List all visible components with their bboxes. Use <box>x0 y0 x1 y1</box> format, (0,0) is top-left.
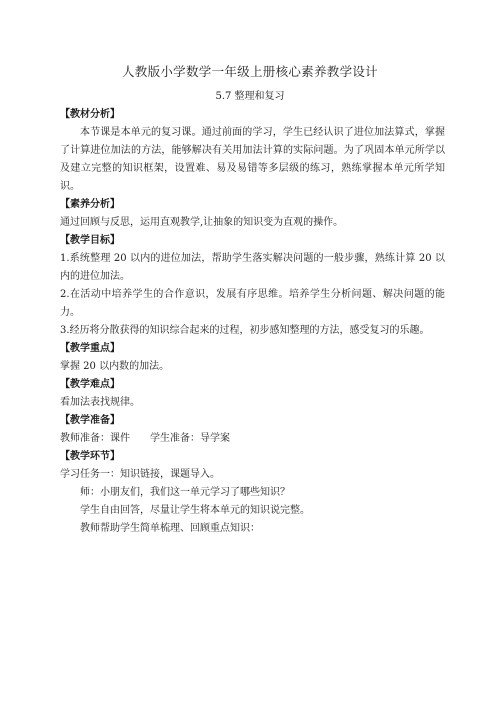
preparation-line <box>60 430 445 448</box>
document-title: 人教版小学数学一年级上册核心素养教学设计 <box>121 64 378 79</box>
teacher-preparation: 教师准备：课件 <box>60 433 130 444</box>
section-heading-process: 【教学环节】 <box>60 451 120 462</box>
objective-item-2: 2.在活动中培养学生的合作意识，发展有序思维。培养学生分析问题、解决问题的能力。 <box>60 289 445 318</box>
process-line-2: 学生自由回答，尽量让学生将本单元的知识说完整。 <box>80 505 310 516</box>
student-preparation: 学生准备：导学案 <box>150 433 230 444</box>
section-heading-difficulties: 【教学难点】 <box>60 379 120 390</box>
document-subtitle: 5.7 整理和复习 <box>215 91 285 102</box>
section-heading-analysis: 【教材分析】 <box>60 109 120 120</box>
literacy-paragraph: 通过回顾与反思，运用直观教学,让抽象的知识变为直观的操作。 <box>60 217 344 228</box>
analysis-paragraph: 本节课是本单元的复习课。通过前面的学习，学生已经认识了进位加法算式，掌握了计算进位加法的方法，能够解决有关用加法计算的实际问题。为了巩固本单元所学以及建立完整的知识框架，设置难、易及易错等多层级的练习，熟练掌握本单元所学知识。 <box>60 127 445 192</box>
section-heading-literacy: 【素养分析】 <box>60 199 120 210</box>
process-line-1: 师：小朋友们，我们这一单元学习了哪些知识？ <box>80 487 290 498</box>
section-heading-key-points: 【教学重点】 <box>60 343 120 354</box>
section-heading-preparation: 【教学准备】 <box>60 415 120 426</box>
difficulties-paragraph: 看加法表找规律。 <box>60 397 140 408</box>
section-heading-objectives: 【教学目标】 <box>60 235 120 246</box>
document-body <box>60 106 445 538</box>
key-points-paragraph: 掌握 20 以内数的加法。 <box>60 361 170 372</box>
learning-task-1: 学习任务一：知识链接，课题导入。 <box>60 469 220 480</box>
process-line-3: 教师帮助学生简单梳理、回顾重点知识： <box>80 523 260 534</box>
objective-item-1: 1.系统整理 20 以内的进位加法，帮助学生落实解决问题的一般步骤，熟练计算 20 以内的进位加法。 <box>60 253 445 282</box>
objective-item-3: 3.经历将分散获得的知识综合起来的过程，初步感知整理的方法，感受复习的乐趣。 <box>60 325 430 336</box>
